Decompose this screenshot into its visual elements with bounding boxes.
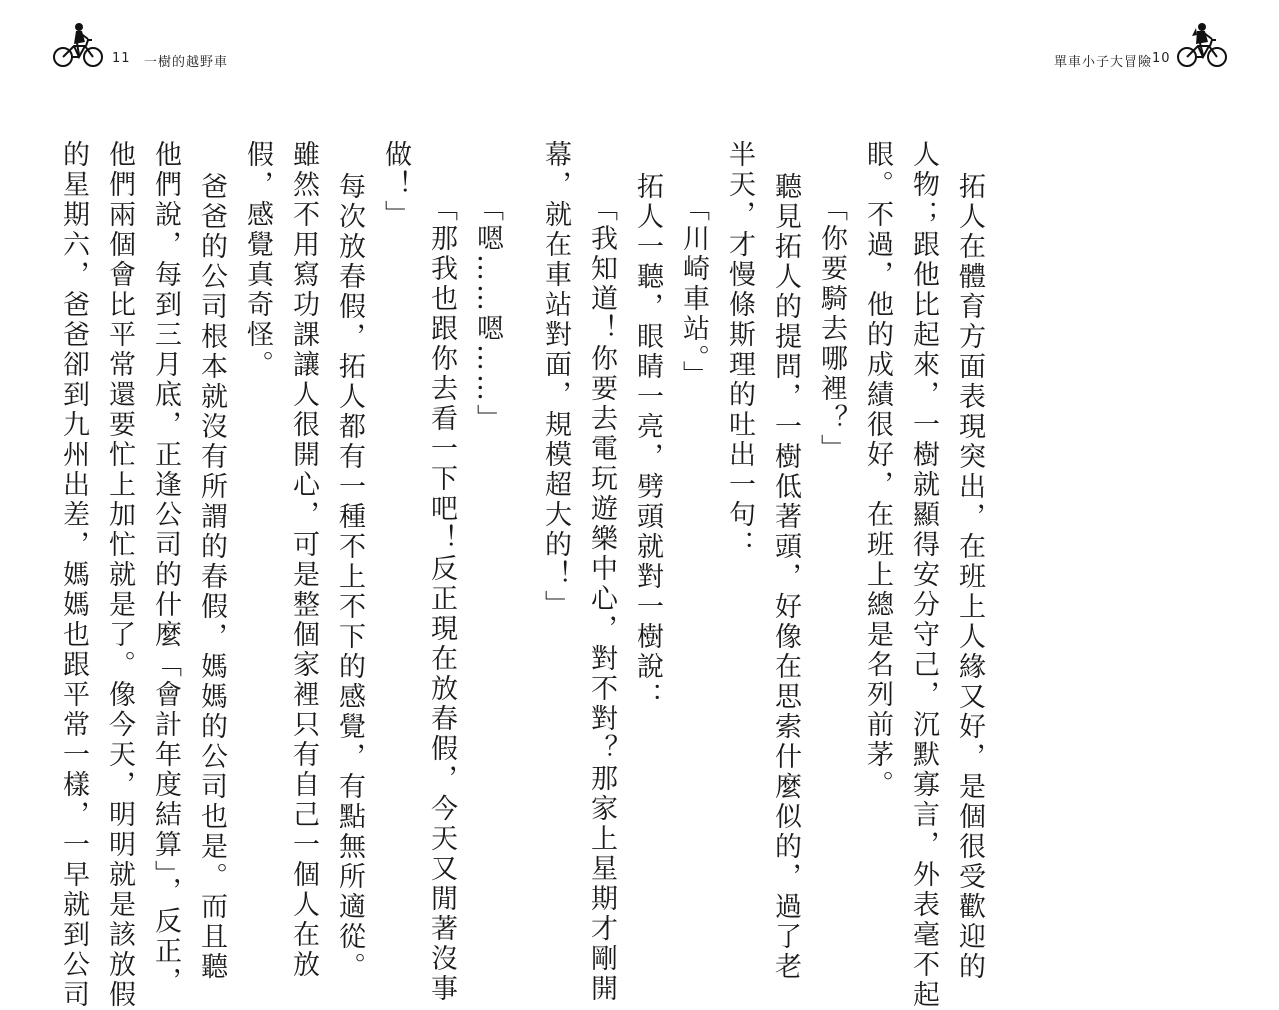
paragraph: 雖然不用寫功課讓人很開心，可是整個家裡只有自己一個人在放: [288, 140, 319, 980]
left-page-number: 11: [112, 51, 131, 66]
right-page-number: 10: [1152, 51, 1171, 66]
dialogue-line: 「你要騎去哪裡？」: [816, 194, 847, 464]
paragraph: 的星期六，爸爸卻到九州出差，媽媽也跟平常一樣，一早就到公司: [58, 140, 89, 1010]
right-page-text: [540, 140, 992, 1010]
paragraph: 拓人在體育方面表現突出，在班上人緣又好，是個很受歡迎的: [954, 172, 985, 982]
dialogue-line: 「嗯……嗯……」: [472, 194, 503, 434]
paragraph: 幕，就在車站對面，規模超大的！」: [540, 140, 571, 620]
left-page-text: [58, 140, 510, 1010]
paragraph: 爸爸的公司根本就沒有所謂的春假，媽媽的公司也是。而且聽: [196, 172, 227, 982]
paragraph: 半天，才慢條斯理的吐出一句：: [724, 140, 755, 560]
paragraph: 他們兩個會比平常還要忙上加忙就是了。像今天，明明就是該放假: [104, 140, 135, 1010]
paragraph: 拓人一聽，眼睛一亮，劈頭就對一樹說：: [632, 172, 663, 712]
paragraph: 做！」: [380, 140, 411, 230]
paragraph: 假，感覺真奇怪。: [242, 140, 273, 380]
dialogue-line: 「我知道！你要去電玩遊樂中心，對不對？那家上星期才剛開: [586, 194, 617, 1004]
paragraph: 每次放春假，拓人都有一種不上不下的感覺，有點無所適從。: [334, 172, 365, 982]
book-title: 單車小子大冒險: [1054, 55, 1153, 70]
paragraph: 他們說，每到三月底，正逢公司的什麼「會計年度結算」，反正，: [150, 140, 181, 997]
dialogue-line: 「那我也跟你去看一下吧！反正現在放春假，今天又閒著沒事: [426, 194, 457, 1004]
dialogue-line: 「川崎車站。」: [678, 194, 709, 391]
bicycle-rider-icon: [52, 22, 104, 68]
paragraph: 聽見拓人的提問，一樹低著頭，好像在思索什麼似的，過了老: [770, 172, 801, 982]
chapter-title: 一樹的越野車: [144, 55, 229, 70]
paragraph: 人物；跟他比起來，一樹就顯得安分守己，沉默寡言，外表毫不起: [908, 140, 939, 1010]
bicycle-rider-icon: [1176, 22, 1228, 68]
paragraph: 眼。不過，他的成績很好，在班上總是名列前茅。: [862, 140, 893, 800]
